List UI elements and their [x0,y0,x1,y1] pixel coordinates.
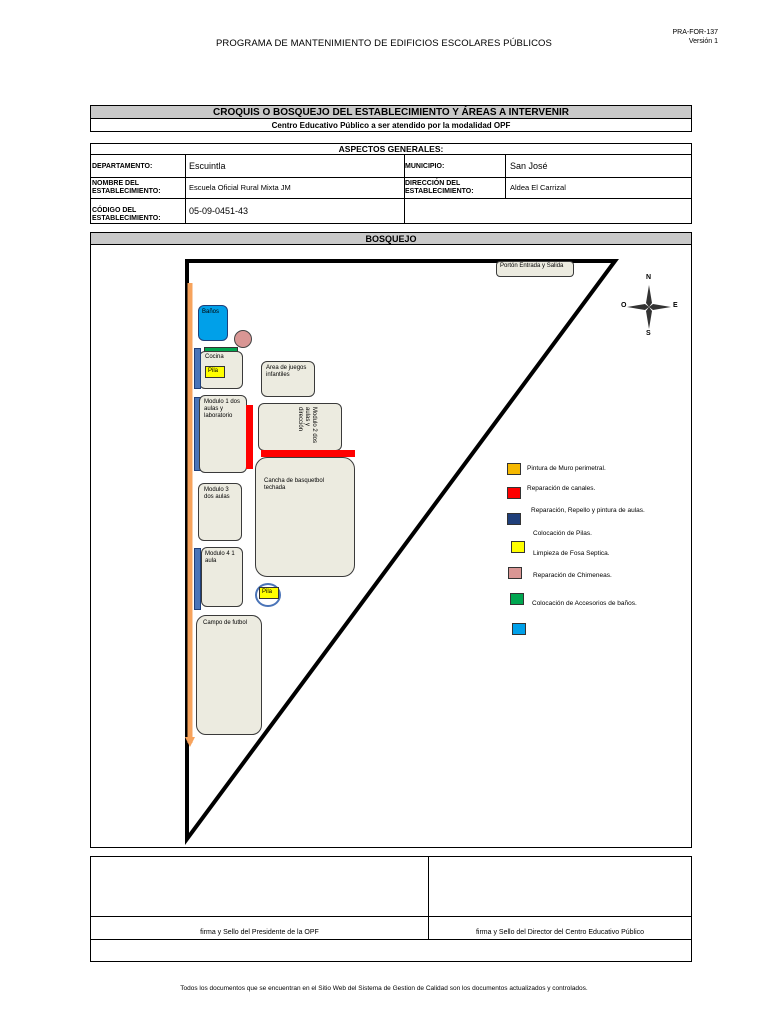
signature-table [90,856,692,962]
program-title: PROGRAMA DE MANTENIMIENTO DE EDIFICIOS ESCOLARES PÚBLICOS [216,38,552,49]
divider [91,916,691,917]
aulas-repair-marker [194,348,201,389]
name-label: NOMBRE DEL ESTABLECIMIENTO: [92,180,161,195]
addr-label: DIRECCIÓN DEL ESTABLECIMIENTO: [405,180,474,195]
legend-swatch-4 [511,541,525,553]
legend-label-6: Colocación de Accesorios de baños. [532,600,637,607]
section-title: CROQUIS O BOSQUEJO DEL ESTABLECIMIENTO Y ÁREAS A INTERVENIR [90,105,692,119]
footer-note: Todos los documentos que se encuentran en el Sitio Web del Sistema de Gestion de Calidad son los documentos actualizados y controlados. [180,985,588,992]
divider [91,177,691,178]
modulo-3-building: Modulo 3 dos aulas [198,483,242,541]
compass-o: O [621,302,627,309]
pila-marker-1: Pila [205,366,225,378]
modulo-2-label: Modulo 2 dos aulas y dirección [297,407,317,444]
general-table [90,154,692,224]
legend-swatch-2 [507,513,521,525]
legend-swatch-7 [512,623,526,635]
aulas-repair-marker [194,548,201,610]
name-value: Escuela Oficial Rural Mixta JM [189,183,291,192]
cocina-label: Cocina [205,354,224,360]
form-code: PRA-FOR-137 [672,29,718,36]
canal-marker [246,405,253,469]
legend-swatch-6 [510,593,524,605]
legend-label-2: Reparación, Repello y pintura de aulas. [531,507,645,514]
legend-label-1: Reparación de canales. [527,485,596,492]
general-header: ASPECTOS GENERALES: [90,143,692,155]
muni-value: San José [510,161,548,171]
porton-label: Portón Entrada y Salida [496,261,574,277]
section-subtitle: Centro Educativo Público a ser atendido por la modalidad OPF [90,118,692,132]
compass-s: S [646,330,651,337]
compass-n: N [646,274,652,281]
muni-label: MUNICIPIO: [405,163,445,170]
legend-swatch-0 [507,463,521,475]
banos-building: Baños [198,305,228,341]
divider [428,857,429,939]
signature-left: firma y Sello del Presidente de la OPF [200,929,319,936]
sketch-area [90,244,692,848]
divider [91,939,691,940]
compass-e: E [673,302,678,309]
modulo-1-building: Modulo 1 dos aulas y laboratorio [199,395,247,473]
signature-right: firma y Sello del Director del Centro Educativo Público [475,929,645,936]
legend-label-5: Reparación de Chimeneas. [533,572,612,579]
divider [185,155,186,223]
code-value: 05-09-0451-43 [189,206,249,216]
site-boundary [91,245,691,847]
legend-swatch-1 [507,487,521,499]
addr-value: Aldea El Carrizal [510,183,566,192]
dept-label: DEPARTAMENTO: [92,163,153,170]
modulo-2-building [258,403,342,451]
legend-label-4: Limpieza de Fosa Septica. [533,550,610,557]
modulo-4-building: Modulo 4 1 aula [201,547,243,607]
cancha-basquetbol: Cancha de basquetbol techada [255,457,355,577]
canal-marker [261,450,355,457]
form-version: Versión 1 [688,38,718,45]
divider [91,198,691,199]
chimenea-marker [234,330,252,348]
legend-label-0: Pintura de Muro perimetral. [527,465,606,472]
dept-value: Escuintla [189,161,226,171]
pila-marker-2: Pila [259,587,279,599]
juegos-area: Area de juegos infantiles [261,361,315,397]
legend-swatch-5 [508,567,522,579]
sketch-header: BOSQUEJO [90,232,692,245]
legend-label-3: Colocación de Pilas. [533,530,592,537]
code-label: CÓDIGO DEL ESTABLECIMIENTO: [92,207,161,222]
campo-futbol: Campo de futbol [196,615,262,735]
